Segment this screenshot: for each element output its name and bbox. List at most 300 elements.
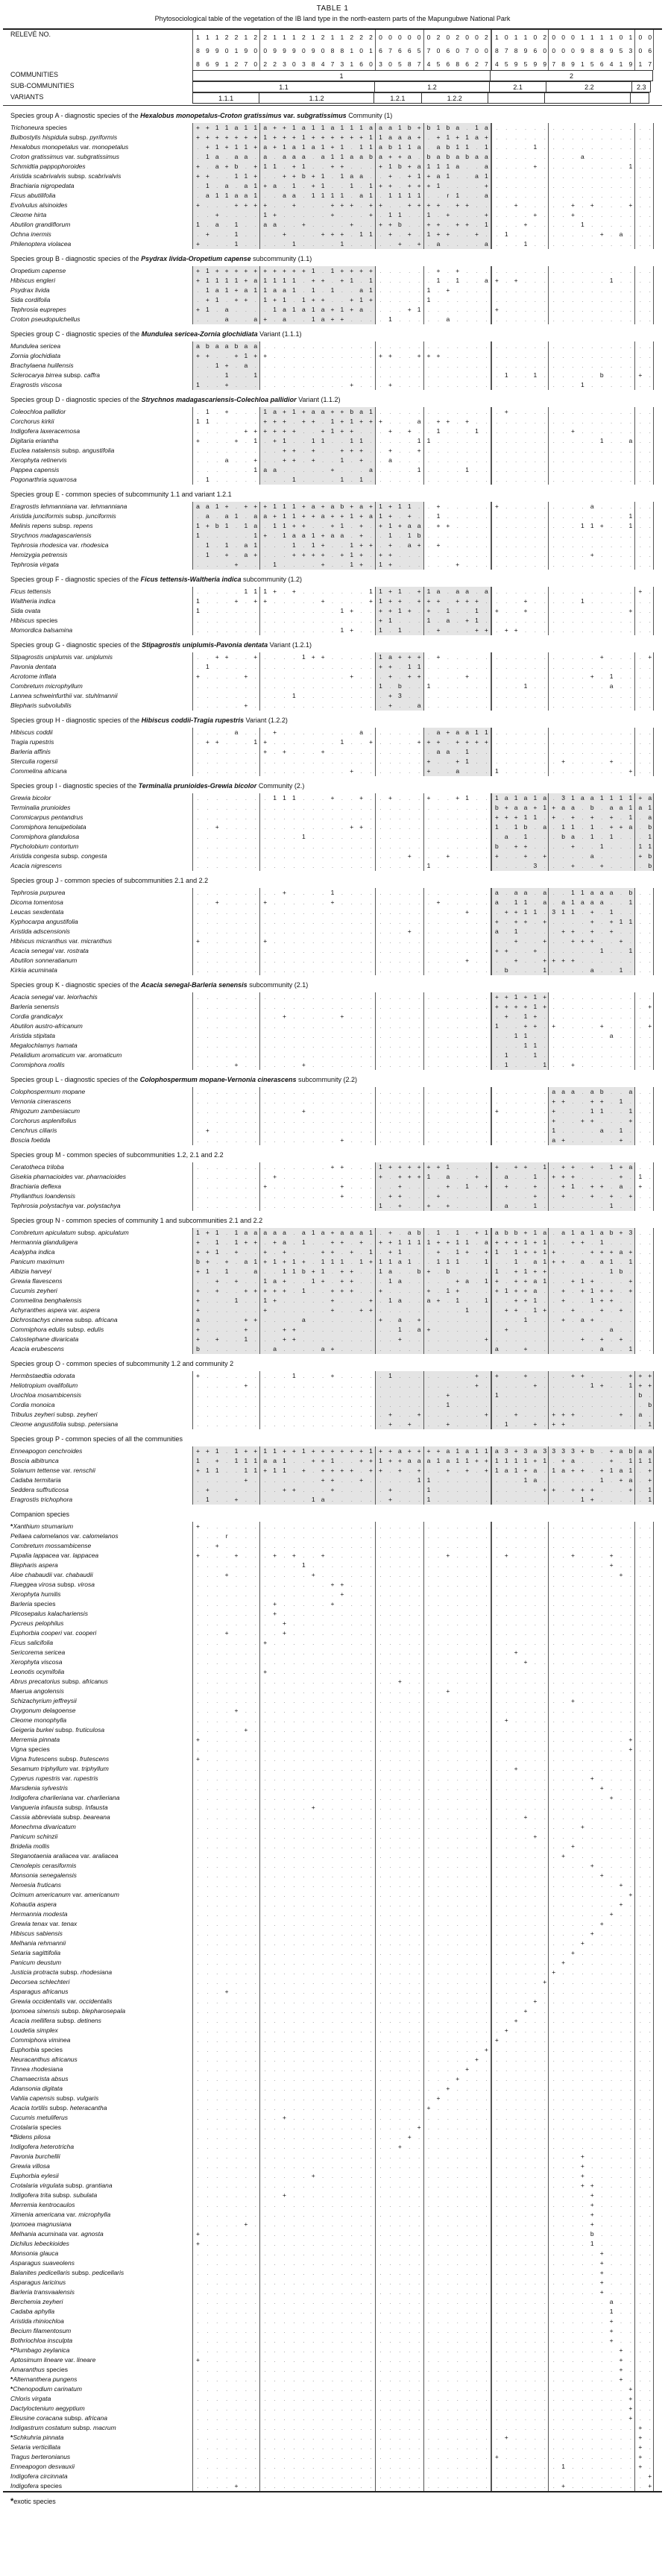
- column-groups: [192, 1667, 654, 1677]
- column-groups: [192, 201, 654, 210]
- group-3-cells: 1 . . . . . .: [423, 861, 491, 871]
- group-0-cells: + . . . . . .: [192, 2229, 259, 2239]
- species-name: *Xanthium strumarium: [10, 1522, 74, 1530]
- group-5-cells: . . . . + . + 1 1: [548, 917, 634, 927]
- group-5-cells: . . . . . . . . .: [548, 1677, 634, 1687]
- group-3-cells: . + . . . . .: [423, 502, 491, 511]
- column-groups: [192, 446, 654, 456]
- group-1-cells: . . . . . . . . . . . .: [259, 1531, 375, 1541]
- column-groups: [192, 502, 654, 511]
- group-0-cells: . . . . . . .: [192, 1745, 259, 1754]
- group-1-cells: . . . . . . . . . . . .: [259, 2268, 375, 2278]
- species-row: [0, 2152, 665, 2161]
- group-0-cells: . . . . . . .: [192, 851, 259, 861]
- group-6-cells: . .: [634, 1890, 654, 1900]
- group-0-cells: . . . . . . .: [192, 1002, 259, 1012]
- group-0-cells: . . . . . . .: [192, 1861, 259, 1871]
- group-4-cells: . 1 . . + .: [491, 1420, 548, 1429]
- group-0-cells: . . . . . . .: [192, 1880, 259, 1890]
- group-1-cells: . . . . . . . . . . . .: [259, 1939, 375, 1948]
- group-4-cells: . . . . . .: [491, 2084, 548, 2094]
- group-0-cells: . . . . . + .: [192, 701, 259, 711]
- group-2-cells: 1 + . + .: [375, 511, 423, 521]
- group-4-cells: . . . . . .: [491, 2443, 548, 2452]
- group-1-cells: a . a a a . a 1 1 a a b: [259, 152, 375, 162]
- group-4-cells: . . . . . .: [491, 2375, 548, 2384]
- group-5-cells: . . . . . . a . .: [548, 1325, 634, 1335]
- group-4-cells: a . a a . a: [491, 888, 548, 898]
- group-1-cells: . . . . . . . . . . . .: [259, 2055, 375, 2065]
- group-5-cells: . . . + + . . . .: [548, 2181, 634, 2191]
- group-2-cells: 1 + . . .: [375, 560, 423, 570]
- group-5-cells: . . . . . . + . .: [548, 2336, 634, 2346]
- group-1-cells: + . a . . 1 a + + . . .: [259, 315, 375, 324]
- group-5-cells: . . . + . . . . .: [548, 1822, 634, 1832]
- group-3-cells: . . . . . . .: [423, 1097, 491, 1106]
- releve-digit-row: 8 9 9 0 1 9 0: [196, 47, 258, 54]
- group-0-cells: . . . . . . .: [192, 2462, 259, 2472]
- group-5-cells: . . . . . . . . .: [548, 1599, 634, 1609]
- group-5-cells: . . . . . 1 . + a: [548, 1476, 634, 1485]
- group-1-cells: . . . . . . . . . . . .: [259, 907, 375, 917]
- species-name: Vigna frutescens subsp. frutescens: [10, 1755, 110, 1763]
- group-6-cells: . +: [634, 2481, 654, 2491]
- group-1-cells: . . . . . . . . . . . .: [259, 2026, 375, 2035]
- species-row: [0, 417, 665, 426]
- group-5-cells: . . . . . . . . .: [548, 171, 634, 181]
- group-3-cells: . . . . . . .: [423, 2404, 491, 2413]
- group-6-cells: . .: [634, 1958, 654, 1968]
- group-6-cells: . .: [634, 1764, 654, 1774]
- group-3-cells: . 1 . . . 1 .: [423, 426, 491, 436]
- group-2-cells: . + . . .: [375, 1485, 423, 1495]
- species-row: [0, 662, 665, 672]
- group-1-cells: . . . . . . . . . . . .: [259, 2287, 375, 2297]
- column-groups: [192, 1687, 654, 1696]
- group-6-cells: . .: [634, 2084, 654, 2094]
- group-1-cells: . . . . . . . . . . . .: [259, 1948, 375, 1958]
- group-2-cells: . . . . .: [375, 822, 423, 832]
- releve-digit-row: 0 9 9 9 0 9 0 8 8 1 0 1: [263, 47, 373, 54]
- releve-digit-rows: [376, 30, 423, 70]
- group-2-cells: . . . . .: [375, 728, 423, 737]
- group-6-cells: . .: [634, 1051, 654, 1060]
- group-3-cells: + + . + + + .: [423, 596, 491, 606]
- group-4-cells: + . . + . .: [491, 1371, 548, 1381]
- column-groups: [192, 2317, 654, 2326]
- group-5-cells: . a 1 a 1 a b + 3: [548, 1228, 634, 1238]
- group-6-cells: + .: [634, 2443, 654, 2452]
- group-2-cells: . . . . .: [375, 2239, 423, 2249]
- group-3-cells: . . . . + . .: [423, 2065, 491, 2074]
- species-name: Euphorbia species: [10, 2046, 63, 2053]
- group-0-cells: . . . . . . .: [192, 793, 259, 803]
- group-3-cells: . + + . . . .: [423, 521, 491, 531]
- column-groups: [192, 220, 654, 230]
- group-6-cells: . .: [634, 2065, 654, 2074]
- group-0-cells: . . . . . . .: [192, 946, 259, 956]
- group-5-cells: . . . . . . . . .: [548, 691, 634, 701]
- group-1-cells: . . . . . . . . . . . .: [259, 2016, 375, 2026]
- group-1-cells: . . . . . . . . . . . .: [259, 1822, 375, 1832]
- column-groups: [192, 1803, 654, 1813]
- species-row: [0, 2472, 665, 2481]
- column-groups: [192, 1754, 654, 1764]
- column-groups: [192, 550, 654, 560]
- group-2-cells: . . . . .: [375, 2307, 423, 2317]
- group-3-cells: 1 . a . + 1 .: [423, 616, 491, 626]
- group-0-cells: . . . . . . .: [192, 1687, 259, 1696]
- group-3-cells: . . + . 1 . +: [423, 1182, 491, 1191]
- group-5-cells: . . . . . . . . .: [548, 2006, 634, 2016]
- group-4-cells: . . . . . .: [491, 295, 548, 305]
- species-name: Corchorus asplenifolius: [10, 1117, 77, 1124]
- group-6-cells: . .: [634, 1031, 654, 1041]
- species-row: [0, 766, 665, 776]
- column-groups: [192, 1628, 654, 1638]
- group-0-cells: . . . . . . .: [192, 1783, 259, 1793]
- column-groups: [192, 766, 654, 776]
- species-name: Ximenia americana var. microphylla: [10, 2211, 111, 2218]
- species-row: [0, 1247, 665, 1257]
- species-row: [0, 2113, 665, 2123]
- species-row: [0, 171, 665, 181]
- group-5-cells: . . . . . . . . .: [548, 1002, 634, 1012]
- group-2-cells: . a . . .: [375, 456, 423, 465]
- species-name: Solanum tettense var. renschii: [10, 1467, 95, 1474]
- species-name: Tephrosia virgata: [10, 561, 59, 568]
- group-2-cells: . . . . .: [375, 1929, 423, 1939]
- group-5-cells: . . . . + . 1 . .: [548, 672, 634, 681]
- species-name: Commiphora edulis subsp. edulis: [10, 1326, 104, 1333]
- group-1-cells: . . + + b + 1 . 1 a a .: [259, 171, 375, 181]
- species-name: Cleome angustifolia subsp. petersiana: [10, 1420, 119, 1428]
- group-3-cells: + . . + 1 . .: [423, 793, 491, 803]
- group-1-cells: . . . . . . . . . . . .: [259, 701, 375, 711]
- column-groups: [192, 1182, 654, 1191]
- species-row: [0, 1191, 665, 1201]
- group-6-cells: . .: [634, 230, 654, 239]
- group-4-cells: . . . . . .: [491, 2239, 548, 2249]
- column-groups: [192, 1522, 654, 1531]
- group-3-cells: . . . . . . .: [423, 475, 491, 485]
- group-5-cells: . . . . . . . . .: [548, 1638, 634, 1648]
- species-row: [0, 1977, 665, 1987]
- species-name: Hibiscus engleri: [10, 277, 55, 284]
- group-1-cells: + . . . . . . + . . + +: [259, 1306, 375, 1315]
- section-title: Species group A - diagnostic species of the Hexalobus monopetalus-Croton gratissimus var. subgratissimus Community (1): [10, 112, 393, 119]
- species-name: Hermbstaedtia odorata: [10, 1372, 75, 1379]
- group-0-cells: 1 . + . 1 1 1: [192, 1456, 259, 1466]
- group-3-cells: . . . . . . .: [423, 531, 491, 541]
- group-6-cells: . .: [634, 2307, 654, 2317]
- column-groups: [192, 171, 654, 181]
- group-3-cells: . . . . . . .: [423, 2249, 491, 2258]
- group-2-cells: . . . . .: [375, 956, 423, 966]
- group-3-cells: a + . 1 . . 1: [423, 1296, 491, 1306]
- group-6-cells: . .: [634, 1580, 654, 1590]
- group-1-cells: . . . . . . . . . . . .: [259, 662, 375, 672]
- group-2-cells: . . . . .: [375, 1306, 423, 1315]
- group-2-cells: . . . . .: [375, 2287, 423, 2297]
- group-4-cells: b + a a + 1: [491, 803, 548, 813]
- species-name: Ctenolepis cerasiformis: [10, 1862, 77, 1869]
- column-groups: [192, 2433, 654, 2443]
- group-1-cells: + . + . . . + . . . . .: [259, 747, 375, 757]
- group-2-cells: . . . + .: [375, 2132, 423, 2142]
- group-2-cells: . . . . .: [375, 1813, 423, 1822]
- species-name: Brachylaena huillensis: [10, 362, 74, 369]
- species-name: Acacia senegal var. rostrata: [10, 947, 89, 954]
- group-4-cells: . . . . . .: [491, 1495, 548, 1505]
- species-name: Oxygonum delagoense: [10, 1707, 76, 1714]
- group-6-cells: . .: [634, 133, 654, 142]
- species-name: Urochloa mosambicensis: [10, 1391, 81, 1399]
- group-0-cells: . + 1 . + + .: [192, 295, 259, 305]
- group-2-cells: . . . . .: [375, 2394, 423, 2404]
- group-1-cells: a a . . . . . + . . . a: [259, 465, 375, 475]
- group-4-cells: . . . . . .: [491, 652, 548, 662]
- species-row: [0, 2481, 665, 2491]
- group-6-cells: . .: [634, 2297, 654, 2307]
- species-row: [0, 1745, 665, 1754]
- column-groups: [192, 380, 654, 390]
- group-2-cells: . . . . .: [375, 2423, 423, 2433]
- group-6-cells: . .: [634, 917, 654, 927]
- species-row: [0, 2307, 665, 2317]
- column-groups: [192, 1900, 654, 1909]
- group-1-cells: a a . . + . . . . + . .: [259, 220, 375, 230]
- group-0-cells: . . . . . . .: [192, 2094, 259, 2103]
- group-3-cells: . . . . . . .: [423, 1890, 491, 1900]
- section-title: Species group G - diagnostic species of the Stipagrostis uniplumis-Pavonia dentata Variant (1.2.1): [10, 641, 312, 649]
- species-row: [0, 861, 665, 871]
- group-5-cells: . . + + . 1 . . .: [548, 1238, 634, 1247]
- group-5-cells: . . . . . . . . .: [548, 560, 634, 570]
- group-3-cells: . . . . . . .: [423, 1977, 491, 1987]
- group-6-cells: . .: [634, 315, 654, 324]
- group-5-cells: . . + . . . . . .: [548, 1842, 634, 1851]
- group-5-cells: . . + + + . . + .: [548, 936, 634, 946]
- group-4-cells: . + . . . .: [491, 1325, 548, 1335]
- group-6-cells: . .: [634, 2191, 654, 2200]
- group-3-cells: . . . . . . +: [423, 1410, 491, 1420]
- group-0-cells: + . . . . . .: [192, 1306, 259, 1315]
- group-3-cells: a 1 a 1 1 + +: [423, 1456, 491, 1466]
- group-0-cells: . . 1 + . a .: [192, 361, 259, 371]
- group-4-cells: + . + + a 1: [491, 1276, 548, 1286]
- group-4-cells: + + + 1 1 .: [491, 813, 548, 822]
- group-2-cells: + + 1 + .: [375, 606, 423, 616]
- species-row: [0, 1041, 665, 1051]
- column-groups: [192, 2258, 654, 2268]
- group-2-cells: . 1 a . .: [375, 1296, 423, 1306]
- group-2-cells: . . . . .: [375, 2045, 423, 2055]
- group-6-cells: . .: [634, 1276, 654, 1286]
- species-name: Commiphora glandulosa: [10, 833, 80, 840]
- species-row: [0, 2123, 665, 2132]
- species-name: Indigofera laxeracemosa: [10, 427, 81, 435]
- group-2-cells: . 1 . . .: [375, 315, 423, 324]
- group-6-cells: . 1: [634, 1485, 654, 1495]
- species-name: Eragrostis lehmanniana var. lehmanniana: [10, 503, 127, 510]
- column-groups: [192, 1977, 654, 1987]
- group-5-cells: . . . . . . . . .: [548, 1391, 634, 1400]
- group-0-cells: . . . . . . .: [192, 2132, 259, 2142]
- group-3-cells: 1 . . . . . .: [423, 436, 491, 446]
- group-6-cells: + b: [634, 851, 654, 861]
- group-2-cells: . . . . .: [375, 1541, 423, 1551]
- group-2-cells: . . . . .: [375, 832, 423, 842]
- species-name: Panicum maximum: [10, 1258, 65, 1265]
- column-groups: [192, 1371, 654, 1381]
- group-2-cells: . . . . .: [375, 1958, 423, 1968]
- group-6-cells: . .: [634, 1696, 654, 1706]
- group-0-cells: + . . . . . .: [192, 2355, 259, 2365]
- group-1-cells: . . . . . . . . . . . .: [259, 992, 375, 1002]
- group-3-cells: . . . . . . .: [423, 2452, 491, 2462]
- group-3-cells: . . . . . . .: [423, 2384, 491, 2394]
- group-0-cells: . . . . . + .: [192, 1476, 259, 1485]
- species-name: Decorsea schlechteri: [10, 1978, 70, 1985]
- species-row: [0, 1842, 665, 1851]
- group-2-cells: + . + . +: [375, 1466, 423, 1476]
- species-row: [0, 813, 665, 822]
- species-name: Aristida rhiniochloa: [10, 2317, 64, 2325]
- group-6-cells: . .: [634, 1813, 654, 1822]
- group-1-cells: . . . . . . . . . . . .: [259, 2045, 375, 2055]
- group-2-cells: . . . . .: [375, 2229, 423, 2239]
- group-2-cells: . . . . .: [375, 1344, 423, 1354]
- group-2-cells: . + . . .: [375, 380, 423, 390]
- group-6-cells: . .: [634, 2229, 654, 2239]
- species-name: Commiphora mollis: [10, 1061, 65, 1068]
- releve-digit-row: 0 0 0 0 0: [379, 34, 421, 41]
- species-name: Blepharis aspera: [10, 1561, 58, 1569]
- species-name: Aloe chabaudii var. chabaudii: [10, 1571, 93, 1578]
- group-2-cells: . . . . .: [375, 1919, 423, 1929]
- group-0-cells: . . . . . . .: [192, 1191, 259, 1201]
- species-row: [0, 1296, 665, 1306]
- group-0-cells: . . . . . + +: [192, 426, 259, 436]
- group-3-cells: . . . . . . .: [423, 2161, 491, 2171]
- group-4-cells: 1 . . . . .: [491, 1391, 548, 1400]
- group-4-cells: . . + . . .: [491, 1648, 548, 1657]
- group-4-cells: . + . . + .: [491, 1182, 548, 1191]
- group-0-cells: + . . . 1 . .: [192, 1296, 259, 1306]
- species-row: [0, 1126, 665, 1136]
- releve-digit-row: 0 0: [638, 34, 652, 41]
- group-4-cells: + . + + . +: [491, 917, 548, 927]
- group-2-cells: . . . . .: [375, 1793, 423, 1803]
- group-3-cells: + 1 . . . . +: [423, 181, 491, 191]
- group-6-cells: . .: [634, 1968, 654, 1977]
- column-groups: [192, 276, 654, 286]
- column-groups: [192, 1968, 654, 1977]
- group-6-cells: . .: [634, 220, 654, 230]
- group-6-cells: . b: [634, 822, 654, 832]
- species-name: Xerophyta viscosa: [10, 1658, 63, 1666]
- group-3-cells: . . . . . . .: [423, 1900, 491, 1909]
- group-2-cells: . . . . .: [375, 1628, 423, 1638]
- group-5-cells: . . . . . . . . .: [548, 2016, 634, 2026]
- species-row: [0, 201, 665, 210]
- group-2-cells: . . . . .: [375, 803, 423, 813]
- group-1-cells: . . . . . . . . . . . .: [259, 1987, 375, 1997]
- column-groups: [192, 511, 654, 521]
- group-5-cells: . . . . . . . . .: [548, 2035, 634, 2045]
- species-name: Barleria affinis: [10, 748, 51, 755]
- group-4-cells: . . . . . .: [491, 1725, 548, 1735]
- species-name: Indigastrum costatum subsp. macrum: [10, 2424, 116, 2431]
- species-name: Ficus salicifolia: [10, 1639, 54, 1646]
- group-1-cells: . . . . . . . . . . . .: [259, 1041, 375, 1051]
- group-4-cells: . . . . . .: [491, 1400, 548, 1410]
- group-1-cells: . . . . . . . . . . . .: [259, 1900, 375, 1909]
- group-1-cells: . . . . . . . . . . . .: [259, 1861, 375, 1871]
- group-5-cells: . . . . . . . . .: [548, 456, 634, 465]
- group-4-cells: . . . . . .: [491, 1939, 548, 1948]
- group-4-cells: . . . . . .: [491, 1948, 548, 1958]
- group-3-cells: . + . + . . .: [423, 266, 491, 276]
- group-4-cells: . 1 . . 1 .: [491, 371, 548, 380]
- group-2-cells: . . . . +: [375, 737, 423, 747]
- group-2-cells: . . . . +: [375, 2123, 423, 2132]
- column-groups: [192, 606, 654, 616]
- group-3-cells: . a . . . . a: [423, 239, 491, 249]
- group-2-cells: . . . . .: [375, 1381, 423, 1391]
- group-4-cells: . . . . . .: [491, 672, 548, 681]
- group-6-cells: . .: [634, 1257, 654, 1267]
- group-1-cells: . . . . . . . . . . . .: [259, 2103, 375, 2113]
- group-3-cells: . . . . . . .: [423, 1803, 491, 1813]
- group-5-cells: . . . . . . . . .: [548, 341, 634, 351]
- group-3-cells: . . . . . . .: [423, 2239, 491, 2249]
- group-3-cells: . . . . . . .: [423, 1522, 491, 1531]
- species-name: Indigofera circinnata: [10, 2472, 68, 2480]
- species-row: [0, 2404, 665, 2413]
- group-3-cells: . . . . + . .: [423, 956, 491, 966]
- group-0-cells: . . . . . . .: [192, 1813, 259, 1822]
- species-name: Sesamum triphyllum var. triphyllum: [10, 1765, 109, 1772]
- group-5-cells: 1 . . . . a . 1 .: [548, 1126, 634, 1136]
- group-0-cells: . . . . . . .: [192, 1939, 259, 1948]
- group-6-cells: . +: [634, 652, 654, 662]
- group-0-cells: . 1 . + . . .: [192, 407, 259, 417]
- group-6-cells: + .: [634, 2423, 654, 2433]
- group-0-cells: . . . . + . .: [192, 1060, 259, 1070]
- group-6-cells: . .: [634, 1590, 654, 1599]
- species-name: Lannea schweinfurthii var. stuhlmannii: [10, 692, 118, 699]
- group-0-cells: + . . . . . .: [192, 1522, 259, 1531]
- group-6-cells: . .: [634, 2161, 654, 2171]
- group-1-cells: . . . . . . . . . . . .: [259, 1391, 375, 1400]
- species-row: [0, 1580, 665, 1590]
- table-caption: Phytosociological table of the vegetation of the IB land type in the north-eastern parts of the Mapungubwe National Park: [154, 15, 511, 22]
- species-name: Combretum apiculatum subsp. apiculatum: [10, 1229, 129, 1236]
- group-5-cells: . . . . . . . . .: [548, 1041, 634, 1051]
- species-name: Monsonia glauca: [10, 2249, 59, 2257]
- column-groups: [192, 1391, 654, 1400]
- group-6-cells: . .: [634, 681, 654, 691]
- group-5-cells: . . . . . . . . .: [548, 728, 634, 737]
- group-2-cells: . . . . .: [375, 1871, 423, 1880]
- species-row: [0, 407, 665, 417]
- species-row: [0, 1162, 665, 1172]
- column-groups: [192, 1551, 654, 1561]
- group-4-cells: . . . . . .: [491, 417, 548, 426]
- species-row: [0, 691, 665, 701]
